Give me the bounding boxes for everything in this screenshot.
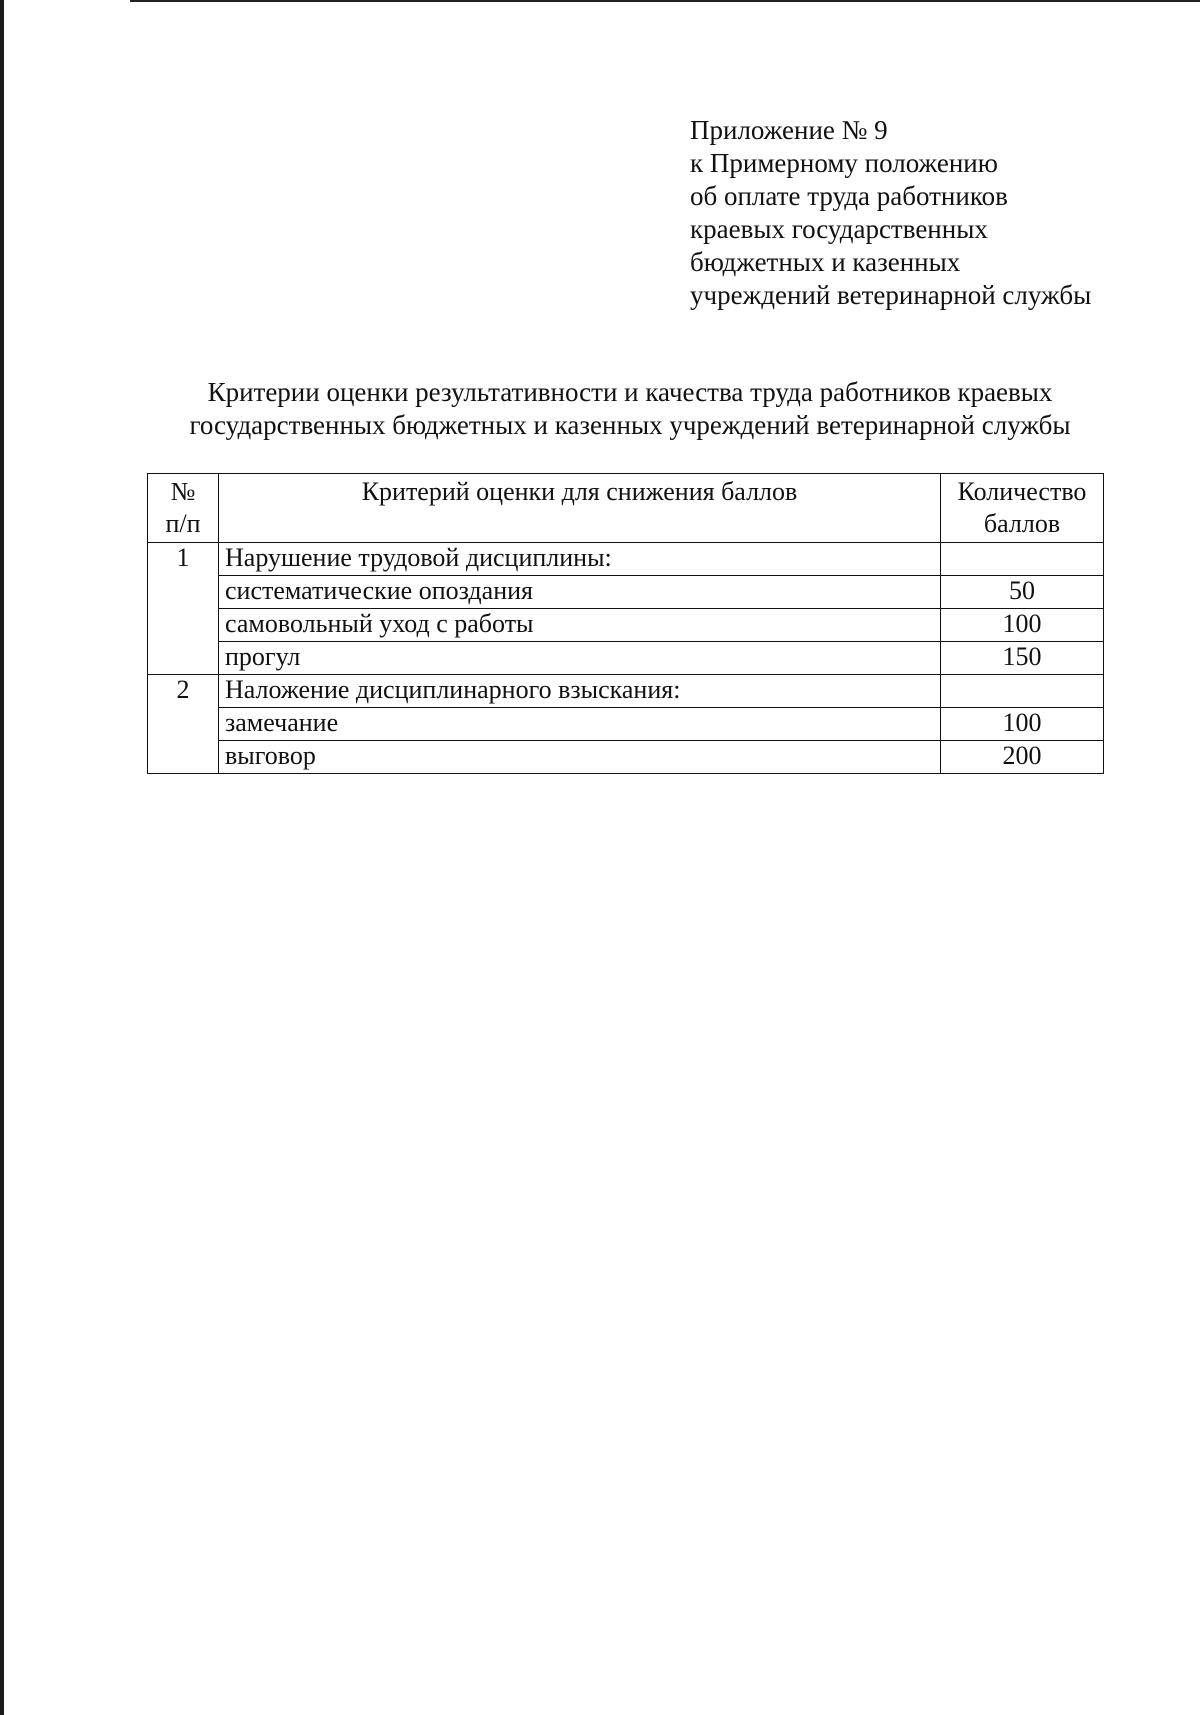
group-points-empty [941,675,1104,708]
page-top-edge [130,0,1200,2]
title-line-1: Критерии оценки результативности и качества труда работников краевых [207,377,1053,407]
criteria-table [147,473,1104,774]
group-title: Наложение дисциплинарного взыскания: [219,675,941,708]
points-cell: 50 [941,576,1104,609]
table-row [148,576,1104,609]
table-row [148,741,1104,774]
header-criterion: Критерий оценки для снижения баллов [219,474,941,543]
header-num: № п/п [148,474,219,543]
appendix-line: к Примерному положению [690,148,998,178]
points-cell: 200 [941,741,1104,774]
appendix-line: краевых государственных [690,214,988,244]
appendix-line: Приложение № 9 [690,115,888,145]
criterion-cell: прогул [219,642,941,675]
group-number: 2 [148,675,219,774]
criterion-cell: выговор [219,741,941,774]
group-number: 1 [148,543,219,675]
group-title: Нарушение трудовой дисциплины: [219,543,941,576]
table-row [148,675,1104,708]
group-points-empty [941,543,1104,576]
points-cell: 150 [941,642,1104,675]
table-header-row [148,474,1104,543]
title-line-2: государственных бюджетных и казенных учреждений ветеринарной службы [189,410,1071,440]
table-row [148,543,1104,576]
header-points: Количество баллов [941,474,1104,543]
appendix-line: бюджетных и казенных [690,247,961,277]
page-left-edge [0,0,4,1715]
appendix-line: об оплате труда работников [690,181,1008,211]
table-row [148,708,1104,741]
document-title [120,376,1140,442]
appendix-line: учреждений ветеринарной службы [690,280,1092,310]
criterion-cell: систематические опоздания [219,576,941,609]
table-row [148,609,1104,642]
table-row [148,642,1104,675]
points-cell: 100 [941,708,1104,741]
criterion-cell: замечание [219,708,941,741]
points-cell: 100 [941,609,1104,642]
criterion-cell: самовольный уход с работы [219,609,941,642]
appendix-header [690,114,1170,312]
